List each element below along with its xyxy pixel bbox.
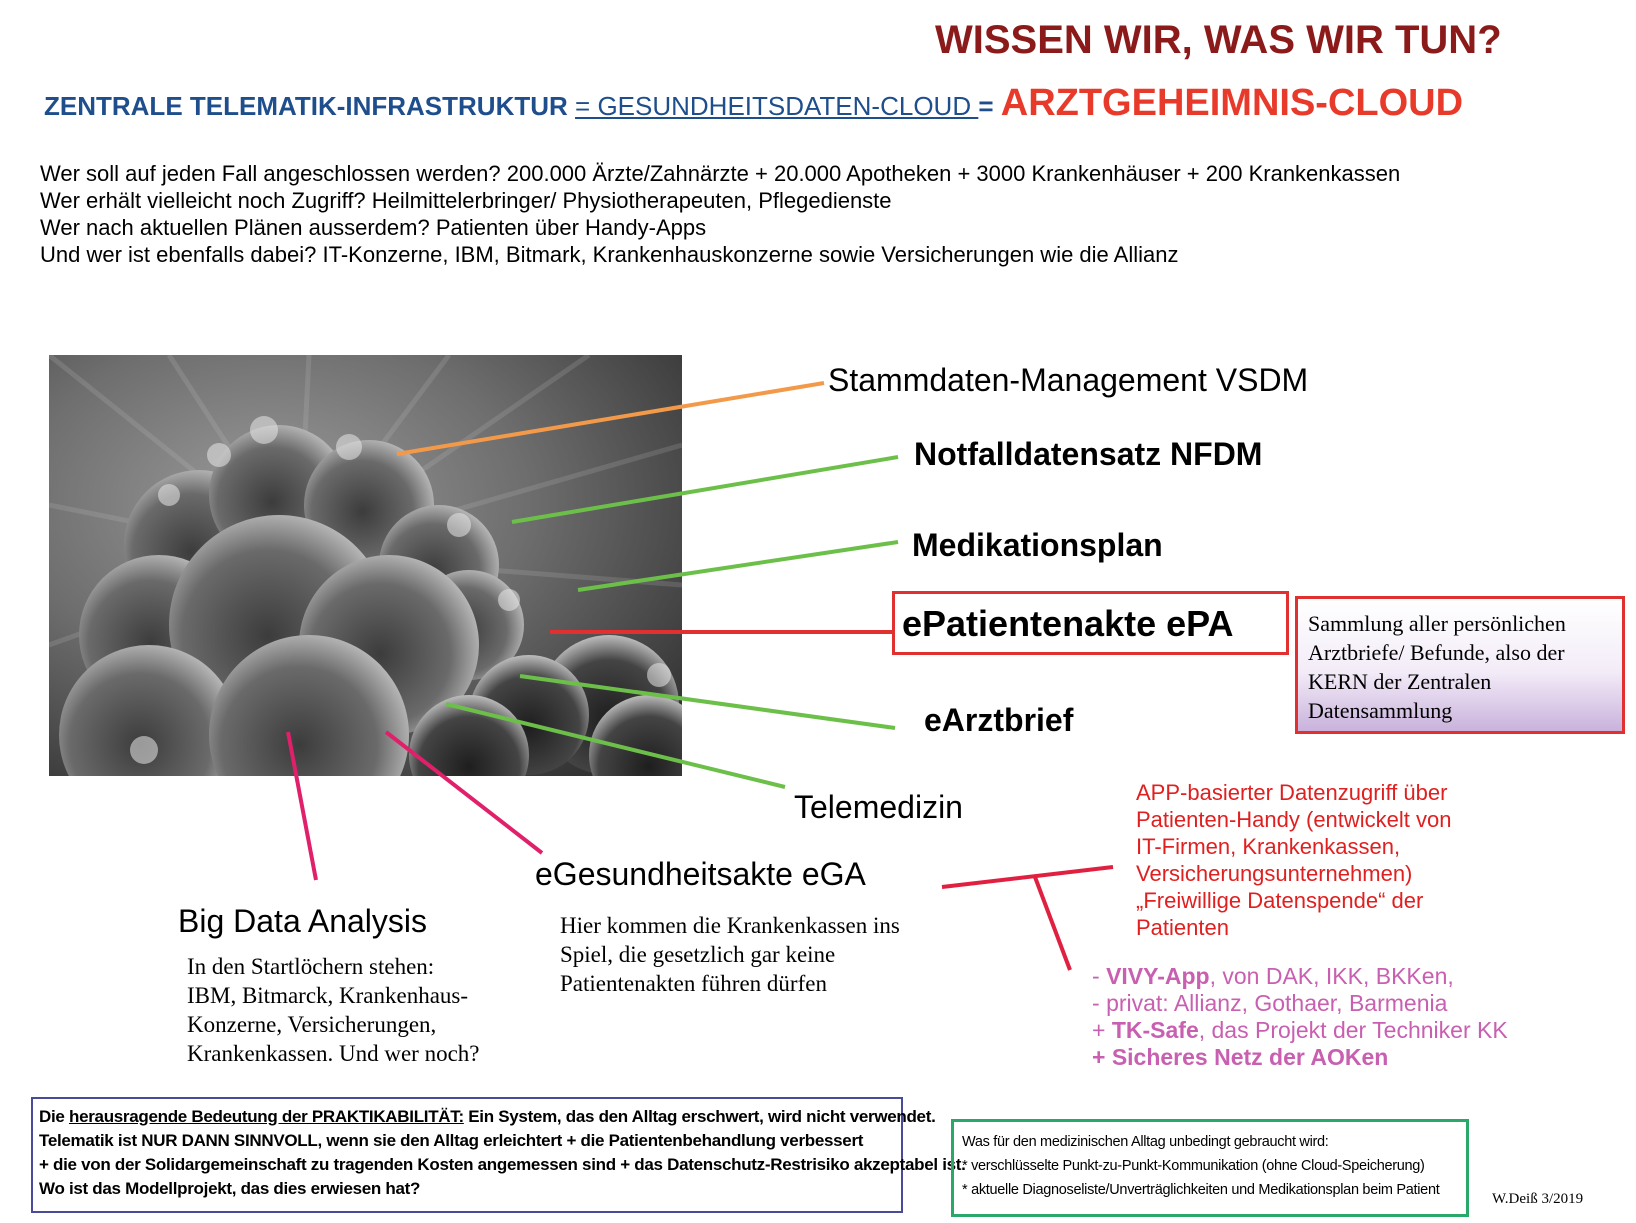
connector-vsdm — [397, 383, 824, 454]
app-list-prefix: + — [1092, 1017, 1112, 1043]
practicability-lead: Die — [39, 1107, 69, 1126]
label-vsdm: Stammdaten-Management VSDM — [828, 362, 1309, 398]
ega-note-line: Hier kommen die Krankenkassen ins — [560, 913, 900, 938]
app-list-prefix: - — [1092, 963, 1107, 989]
label-bigdata: Big Data Analysis — [178, 903, 428, 939]
app-list-item — [1092, 990, 1508, 1017]
app-access-line: Patienten-Handy (entwickelt von — [1136, 807, 1452, 832]
practicability-box — [31, 1097, 966, 1213]
practicability-text: Ein System, das den Alltag erschwert, wird nicht verwendet. — [463, 1107, 936, 1126]
subtitle-part1: ZENTRALE TELEMATIK-INFRASTRUKTUR — [44, 91, 568, 121]
connector-bigdata — [288, 732, 316, 880]
connector-app-list — [1035, 877, 1070, 970]
practicability-line-4: Wo ist das Modellprojekt, das dies erwiesen hat? — [39, 1179, 421, 1198]
question-1: Wer soll auf jeden Fall angeschlossen werden? 200.000 Ärzte/Zahnärzte + 20.000 Apotheken + 3000 Krankenhäuser + 200 Krankenkassen — [40, 161, 1401, 186]
connector-app-access — [942, 867, 1113, 887]
main-title: WISSEN WIR, WAS WIR TUN? — [935, 18, 1502, 62]
subtitle-part2: = GESUNDHEITSDATEN-CLOUD — [575, 91, 979, 121]
app-list-item — [1092, 1044, 1508, 1071]
signature: W.Deiß 3/2019 — [1492, 1191, 1584, 1207]
connector-ega — [386, 732, 542, 853]
app-list-item — [1092, 1017, 1508, 1044]
question-2: Wer erhält vielleicht noch Zugriff? Heilmittelerbringer/ Physiotherapeuten, Pflegedienste — [40, 188, 892, 213]
bigdata-note-line: Konzerne, Versicherungen, — [187, 1012, 437, 1037]
app-list-rest: , von DAK, IKK, BKKen, — [1209, 963, 1454, 989]
requirements-line: Was für den medizinischen Alltag unbedingt gebraucht wird: — [962, 1134, 1329, 1150]
epa-note-line: Arztbriefe/ Befunde, also der — [1308, 640, 1565, 665]
epa-note-line: KERN der Zentralen — [1308, 669, 1492, 694]
app-list — [1092, 963, 1508, 1071]
app-access-line: APP-basierter Datenzugriff über — [1136, 780, 1448, 805]
app-access-line: Versicherungsunternehmen) — [1136, 861, 1413, 886]
label-nfdm: Notfalldatensatz NFDM — [914, 436, 1263, 472]
requirements-box — [951, 1119, 1469, 1217]
app-list-bold: VIVY-App — [1106, 963, 1210, 989]
epa-note-line: Sammlung aller persönlichen — [1308, 611, 1566, 636]
bigdata-note-line: Krankenkassen. Und wer noch? — [187, 1041, 480, 1066]
question-3: Wer nach aktuellen Plänen ausserdem? Patienten über Handy-Apps — [40, 215, 707, 240]
practicability-line-3: + die von der Solidargemeinschaft zu tragenden Kosten angemessen sind + das Datenschutz-Restrisiko akzeptabel ist. — [39, 1155, 966, 1174]
label-medikationsplan: Medikationsplan — [912, 527, 1163, 563]
epa-note — [1295, 596, 1625, 734]
requirements-line: * aktuelle Diagnoseliste/Unverträglichkeiten und Medikationsplan beim Patient — [962, 1182, 1440, 1198]
app-list-item — [1092, 963, 1508, 990]
app-list-prefix: - — [1092, 990, 1107, 1016]
bigdata-note-line: IBM, Bitmarck, Krankenhaus- — [187, 983, 469, 1008]
question-4: Und wer ist ebenfalls dabei? IT-Konzerne, IBM, Bitmark, Krankenhauskonzerne sowie Versicherungen wie die Allianz — [40, 242, 1179, 267]
connector-medikationsplan — [578, 542, 898, 590]
bigdata-note-line: In den Startlöchern stehen: — [187, 954, 435, 979]
connector-telemedizin — [446, 704, 785, 787]
ega-note-line: Spiel, die gesetzlich gar keine — [560, 942, 836, 967]
practicability-heading: herausragende Bedeutung der PRAKTIKABILITÄT: — [68, 1107, 464, 1126]
app-list-rest: , das Projekt der Techniker KK — [1198, 1017, 1508, 1043]
label-earztbrief: eArztbrief — [924, 702, 1074, 738]
app-access-line: „Freiwillige Datenspende“ der — [1136, 888, 1424, 913]
bigdata-note — [187, 952, 480, 1068]
practicability-line-2: Telematik ist NUR DANN SINNVOLL, wenn sie den Alltag erleichtert + die Patientenbehandlung verbessert — [39, 1131, 864, 1150]
practicability-line-1 — [39, 1105, 936, 1129]
connector-nfdm — [512, 457, 898, 522]
app-list-bold: TK-Safe — [1111, 1017, 1199, 1043]
label-telemedizin: Telemedizin — [794, 789, 963, 825]
label-ega: eGesundheitsakte eGA — [535, 856, 866, 892]
subtitle-part3: = — [978, 91, 1001, 121]
subtitle-part4: ARZTGEHEIMNIS-CLOUD — [1000, 82, 1464, 124]
ega-note-line: Patientenakten führen dürfen — [560, 971, 827, 996]
app-access-line: IT-Firmen, Krankenkassen, — [1136, 834, 1401, 859]
app-list-rest: privat: Allianz, Gothaer, Barmenia — [1106, 990, 1448, 1016]
app-access-note — [1136, 779, 1452, 941]
ega-note — [560, 911, 900, 998]
app-access-line: Patienten — [1136, 915, 1229, 940]
requirements-line: * verschlüsselte Punkt-zu-Punkt-Kommunikation (ohne Cloud-Speicherung) — [962, 1158, 1425, 1174]
epa-note-line: Datensammlung — [1308, 698, 1453, 723]
label-epa: ePatientenakte ePA — [902, 603, 1234, 644]
app-list-bold: + Sicheres Netz der AOKen — [1092, 1044, 1389, 1070]
connector-earztbrief — [520, 676, 895, 728]
